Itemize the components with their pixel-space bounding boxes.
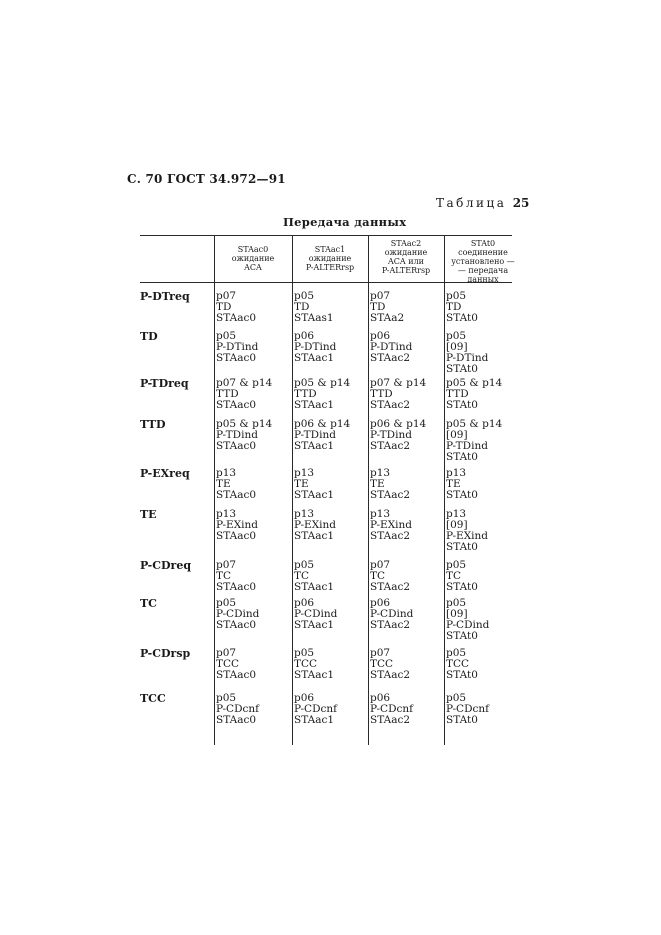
cell-line: p13 xyxy=(294,467,315,479)
cell-line: p06 & p14 xyxy=(370,418,427,430)
table-cell xyxy=(294,331,336,364)
cell-line: p05 xyxy=(294,647,315,659)
cell-line: p05 & p14 xyxy=(294,377,351,389)
column-header-line: STAac1 xyxy=(314,245,346,254)
table-cell xyxy=(446,598,489,642)
cell-line: p13 xyxy=(370,467,391,479)
cell-line: P-CDcnf xyxy=(216,703,260,715)
table-cell xyxy=(446,419,502,463)
table-cell xyxy=(446,331,488,375)
cell-line: TCC xyxy=(370,658,394,670)
cell-line: [09] xyxy=(446,341,468,353)
cell-line: STAt0 xyxy=(446,399,478,411)
cell-line: p07 xyxy=(370,647,391,659)
cell-line: STAac0 xyxy=(216,399,257,411)
row-label: P-CDreq xyxy=(140,559,192,572)
row-label: TTD xyxy=(140,418,166,431)
cell-line: TD xyxy=(446,301,462,313)
cell-line: STAac0 xyxy=(216,312,257,324)
cell-line: TC xyxy=(370,570,386,582)
cell-line: p06 & p14 xyxy=(294,418,351,430)
cell-line: p13 xyxy=(216,467,237,479)
cell-line: p07 & p14 xyxy=(370,377,427,389)
table-cell xyxy=(216,648,256,681)
cell-line: P-TDind xyxy=(446,440,488,452)
cell-line: P-TDind xyxy=(216,429,258,441)
cell-line: p05 xyxy=(446,647,467,659)
cell-line: STAac2 xyxy=(370,530,411,542)
cell-line: P-CDind xyxy=(370,608,414,620)
table-cell xyxy=(370,468,410,501)
cell-line: p05 xyxy=(446,290,467,302)
cell-line: TE xyxy=(446,478,461,490)
table-word: Таблица xyxy=(436,196,507,210)
cell-line: P-EXind xyxy=(446,530,489,542)
cell-line: p13 xyxy=(370,508,391,520)
column-header-line: ACA или xyxy=(388,257,424,266)
table-cell xyxy=(294,291,334,324)
cell-line: TC xyxy=(446,570,462,582)
cell-line: STAac1 xyxy=(294,440,335,452)
page-reference: С. 70 ГОСТ 34.972—91 xyxy=(127,172,286,186)
table-cell xyxy=(370,419,426,452)
table-cell xyxy=(446,509,488,553)
cell-line: p06 xyxy=(370,692,391,704)
cell-line: p07 xyxy=(216,290,237,302)
table-number: 25 xyxy=(512,196,530,210)
cell-line: STAac2 xyxy=(370,399,411,411)
column-header xyxy=(217,245,289,272)
table-cell xyxy=(370,598,413,631)
column-header-line: STAac0 xyxy=(237,245,269,254)
row-label: TC xyxy=(140,597,157,610)
cell-line: STAac2 xyxy=(370,440,411,452)
cell-line: P-CDcnf xyxy=(446,703,490,715)
column-header-line: P-ALTERrsp xyxy=(381,266,431,275)
cell-line: p06 xyxy=(294,330,315,342)
table-cell xyxy=(216,598,259,631)
cell-line: P-DTind xyxy=(446,352,489,364)
cell-line: P-EXind xyxy=(294,519,337,531)
cell-line: STAac0 xyxy=(216,440,257,452)
table-cell xyxy=(370,509,412,542)
column-header xyxy=(294,245,366,272)
table-cell xyxy=(294,598,337,631)
cell-line: STAt0 xyxy=(446,312,478,324)
cell-line: p07 xyxy=(216,647,237,659)
column-divider xyxy=(444,235,445,745)
cell-line: p05 xyxy=(446,559,467,571)
column-header-line: данных xyxy=(467,275,499,284)
cell-line: STAac2 xyxy=(370,352,411,364)
table-top-rule xyxy=(140,235,512,236)
column-header-line: ожидание xyxy=(384,248,428,257)
cell-line: STAac0 xyxy=(216,530,257,542)
table-cell xyxy=(216,693,259,726)
cell-line: p05 & p14 xyxy=(446,377,503,389)
cell-line: STAac1 xyxy=(294,619,335,631)
cell-line: STAt0 xyxy=(446,489,478,501)
row-label: P-TDreq xyxy=(140,377,189,390)
cell-line: STAac0 xyxy=(216,581,257,593)
table-cell xyxy=(446,560,478,593)
table-cell xyxy=(294,509,336,542)
cell-line: STAt0 xyxy=(446,581,478,593)
cell-line: TC xyxy=(294,570,310,582)
cell-line: STAac1 xyxy=(294,489,335,501)
cell-line: P-EXind xyxy=(216,519,259,531)
cell-line: STAas1 xyxy=(294,312,334,324)
cell-line: TCC xyxy=(294,658,318,670)
cell-line: TD xyxy=(370,301,386,313)
cell-line: p13 xyxy=(216,508,237,520)
cell-line: STAt0 xyxy=(446,451,478,463)
cell-line: STAac0 xyxy=(216,619,257,631)
row-label: TE xyxy=(140,508,157,521)
cell-line: p05 xyxy=(294,559,315,571)
cell-line: p07 xyxy=(370,290,391,302)
column-header-line: соединение xyxy=(458,248,508,257)
row-label: TD xyxy=(140,330,158,343)
cell-line: p06 xyxy=(370,330,391,342)
cell-line: TD xyxy=(294,301,310,313)
table-cell xyxy=(370,378,426,411)
cell-line: P-EXind xyxy=(370,519,413,531)
cell-line: TD xyxy=(216,301,232,313)
cell-line: STAac0 xyxy=(216,352,257,364)
cell-line: STAt0 xyxy=(446,714,478,726)
cell-line: STAac2 xyxy=(370,714,411,726)
cell-line: STAt0 xyxy=(446,669,478,681)
cell-line: p07 xyxy=(216,559,237,571)
cell-line: [09] xyxy=(446,429,468,441)
cell-line: STAac1 xyxy=(294,669,335,681)
cell-line: P-DTind xyxy=(216,341,259,353)
table-cell xyxy=(216,468,256,501)
cell-line: P-TDind xyxy=(370,429,412,441)
row-label: P-EXreq xyxy=(140,467,190,480)
table-cell xyxy=(294,560,334,593)
cell-line: TTD xyxy=(294,388,317,400)
cell-line: p05 & p14 xyxy=(446,418,503,430)
table-cell xyxy=(446,693,489,726)
table-cell xyxy=(370,560,410,593)
cell-line: P-CDind xyxy=(446,619,490,631)
table-cell xyxy=(294,468,334,501)
table-title: Передача данных xyxy=(283,215,407,229)
cell-line: P-CDcnf xyxy=(294,703,338,715)
table-cell xyxy=(370,331,412,364)
cell-line: STAac2 xyxy=(370,489,411,501)
table-cell xyxy=(216,331,258,364)
cell-line: STAac2 xyxy=(370,619,411,631)
column-header-line: STAt0 xyxy=(470,239,496,248)
cell-line: P-TDind xyxy=(294,429,336,441)
cell-line: STAt0 xyxy=(446,541,478,553)
table-cell xyxy=(446,648,478,681)
cell-line: p05 xyxy=(446,597,467,609)
cell-line: p05 xyxy=(294,290,315,302)
cell-line: p05 xyxy=(216,330,237,342)
cell-line: [09] xyxy=(446,608,468,620)
cell-line: STAac1 xyxy=(294,530,335,542)
table-cell xyxy=(370,291,404,324)
cell-line: TCC xyxy=(216,658,240,670)
cell-line: p05 xyxy=(216,597,237,609)
table-cell xyxy=(216,509,258,542)
cell-line: P-DTind xyxy=(370,341,413,353)
cell-line: p05 xyxy=(446,330,467,342)
cell-line: STAac1 xyxy=(294,352,335,364)
cell-line: TTD xyxy=(370,388,393,400)
cell-line: STAa2 xyxy=(370,312,405,324)
table-label xyxy=(436,196,529,210)
cell-line: TCC xyxy=(446,658,470,670)
cell-line: STAt0 xyxy=(446,630,478,642)
cell-line: p05 & p14 xyxy=(216,418,273,430)
cell-line: p07 & p14 xyxy=(216,377,273,389)
cell-line: [09] xyxy=(446,519,468,531)
cell-line: STAt0 xyxy=(446,363,478,375)
table-cell xyxy=(446,291,478,324)
table-cell xyxy=(370,693,413,726)
table-cell xyxy=(446,468,478,501)
cell-line: p05 xyxy=(216,692,237,704)
column-header-line: установлено — xyxy=(451,257,515,266)
cell-line: p13 xyxy=(446,467,467,479)
cell-line: P-CDind xyxy=(294,608,338,620)
table-cell xyxy=(294,378,350,411)
column-divider xyxy=(214,235,215,745)
table-cell xyxy=(446,378,502,411)
column-header-line: — передача xyxy=(457,266,509,275)
cell-line: STAac0 xyxy=(216,669,257,681)
table-cell xyxy=(216,419,272,452)
cell-line: STAac0 xyxy=(216,489,257,501)
cell-line: STAac1 xyxy=(294,714,335,726)
cell-line: p05 xyxy=(446,692,467,704)
column-header-line: P-ALTERrsp xyxy=(305,263,355,272)
column-header xyxy=(447,239,519,284)
table-cell xyxy=(294,648,334,681)
cell-line: p06 xyxy=(294,692,315,704)
cell-line: TTD xyxy=(216,388,239,400)
cell-line: P-CDind xyxy=(216,608,260,620)
table-cell xyxy=(216,560,256,593)
row-label: TCC xyxy=(140,692,166,705)
column-divider xyxy=(368,235,369,745)
table-cell xyxy=(216,291,256,324)
cell-line: TTD xyxy=(446,388,469,400)
column-header-line: STAac2 xyxy=(390,239,422,248)
cell-line: P-CDcnf xyxy=(370,703,414,715)
cell-line: P-DTind xyxy=(294,341,337,353)
cell-line: TC xyxy=(216,570,232,582)
row-label: P-DTreq xyxy=(140,290,190,303)
cell-line: p06 xyxy=(370,597,391,609)
table-cell xyxy=(294,693,337,726)
cell-line: TE xyxy=(370,478,385,490)
cell-line: TE xyxy=(216,478,231,490)
table-cell xyxy=(294,419,350,452)
cell-line: STAac2 xyxy=(370,669,411,681)
cell-line: p13 xyxy=(294,508,315,520)
cell-line: STAac1 xyxy=(294,399,335,411)
column-header-line: ожидание xyxy=(308,254,352,263)
cell-line: TE xyxy=(294,478,309,490)
table-cell xyxy=(216,378,272,411)
cell-line: STAac2 xyxy=(370,581,411,593)
cell-line: p06 xyxy=(294,597,315,609)
row-label: P-CDrsp xyxy=(140,647,191,660)
cell-line: STAac1 xyxy=(294,581,335,593)
cell-line: STAac0 xyxy=(216,714,257,726)
cell-line: p07 xyxy=(370,559,391,571)
column-header xyxy=(370,239,442,275)
cell-line: p13 xyxy=(446,508,467,520)
column-header-line: ожидание xyxy=(231,254,275,263)
column-header-line: ACA xyxy=(244,263,262,272)
table-cell xyxy=(370,648,410,681)
column-divider xyxy=(292,235,293,745)
